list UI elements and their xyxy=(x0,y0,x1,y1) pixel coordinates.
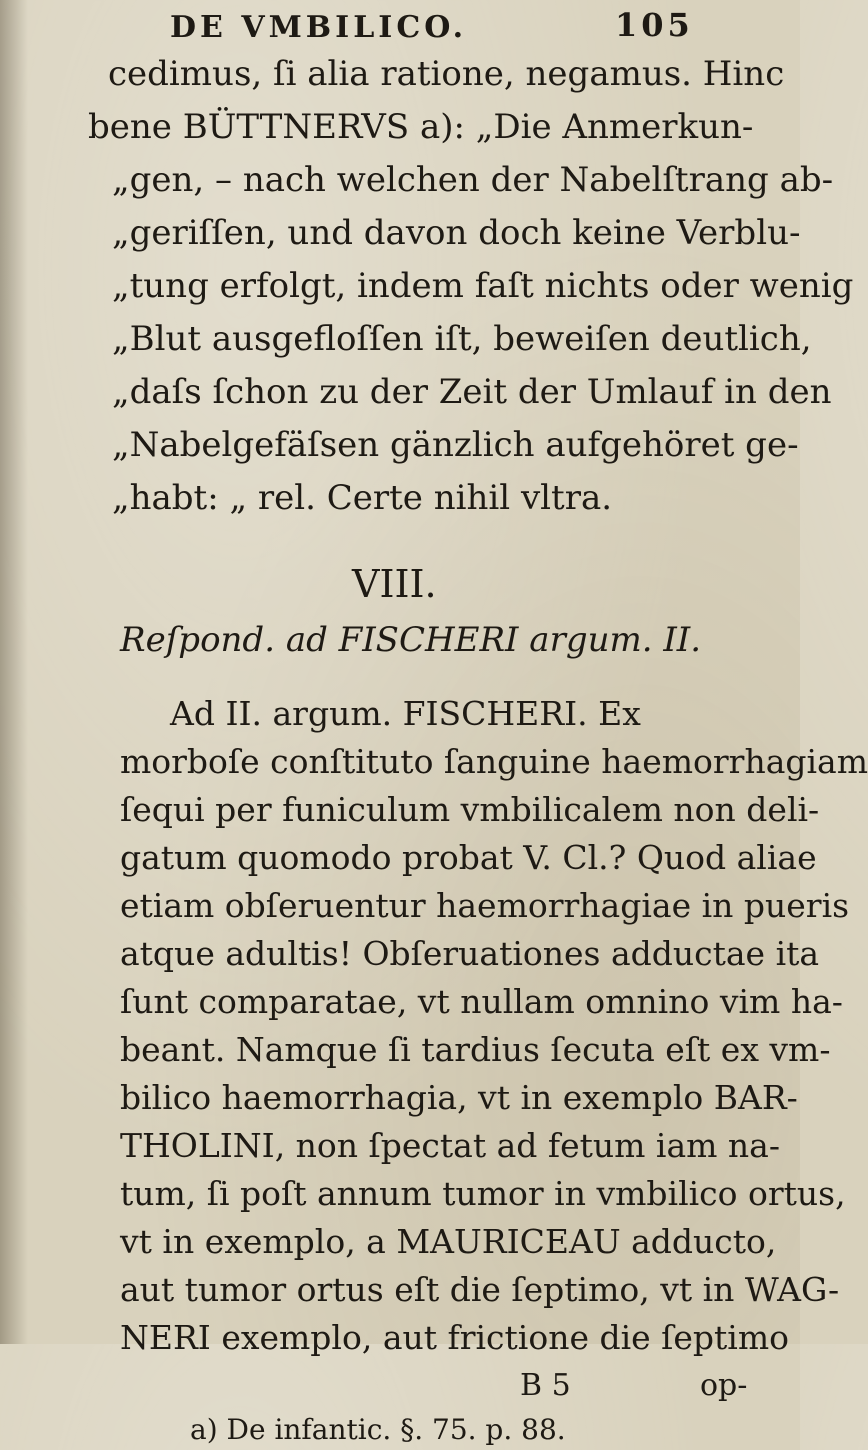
section-number: VIII. xyxy=(352,562,437,606)
text-line: atque adultis! Obſeruationes adductae ita xyxy=(120,934,820,973)
text-line: cedimus, ſi alia ratione, negamus. Hinc xyxy=(108,54,785,94)
text-line: „geriſſen, und davon doch keine Verblu- xyxy=(112,213,801,253)
text-line: Ad II. argum. FISCHERI. Ex xyxy=(170,694,641,733)
text-line: etiam obſeruentur haemorrhagiae in pueris xyxy=(120,886,850,925)
text-line: „Blut ausgefloſſen iſt, beweiſen deutlich, xyxy=(112,319,812,359)
text-line: „tung erfolgt, indem faſt nichts oder wenig xyxy=(112,266,854,306)
section-subtitle: Reſpond. ad FISCHERI argum. II. xyxy=(120,620,702,660)
text-line: ſunt comparatae, vt nullam omnino vim ha- xyxy=(120,982,843,1021)
text-line: tum, ſi poſt annum tumor in vmbilico ortus, xyxy=(120,1174,846,1213)
text-line: „daſs ſchon zu der Zeit der Umlauf in den xyxy=(112,372,832,412)
text-line: THOLINI, non ſpectat ad fetum iam na- xyxy=(120,1126,780,1165)
text-line: beant. Namque ſi tardius ſecuta eſt ex vm- xyxy=(120,1030,831,1069)
text-line: „habt: „ rel. Certe nihil vltra. xyxy=(112,478,613,518)
text-line: aut tumor ortus eſt die ſeptimo, vt in WAG- xyxy=(120,1270,840,1309)
page-header xyxy=(170,6,694,52)
text-line: bilico haemorrhagia, vt in exemplo BAR- xyxy=(120,1078,798,1117)
text-line: „Nabelgefäſsen gänzlich aufgehöret ge- xyxy=(112,425,799,465)
binding-shadow xyxy=(0,0,28,1344)
text-line: morboſe conſtituto ſanguine haemorrhagiam xyxy=(120,742,868,781)
text-line: vt in exemplo, a MAURICEAU adducto, xyxy=(120,1222,777,1261)
text-line: NERI exemplo, aut frictione die ſeptimo xyxy=(120,1318,790,1357)
text-line: bene BÜTTNERVS a): „Die Anmerkun- xyxy=(88,107,754,147)
running-title: DE VMBILICO. xyxy=(170,10,468,45)
catchword: op- xyxy=(700,1368,748,1403)
page-number: 105 xyxy=(615,6,694,44)
text-line: gatum quomodo probat V. Cl.? Quod aliae xyxy=(120,838,817,877)
signature-mark: B 5 xyxy=(520,1368,571,1403)
text-line: ſequi per funiculum vmbilicalem non deli- xyxy=(120,790,820,829)
footnote: a) De infantic. §. 75. p. 88. xyxy=(190,1413,566,1446)
text-line: „gen, – nach welchen der Nabelſtrang ab- xyxy=(112,160,834,200)
